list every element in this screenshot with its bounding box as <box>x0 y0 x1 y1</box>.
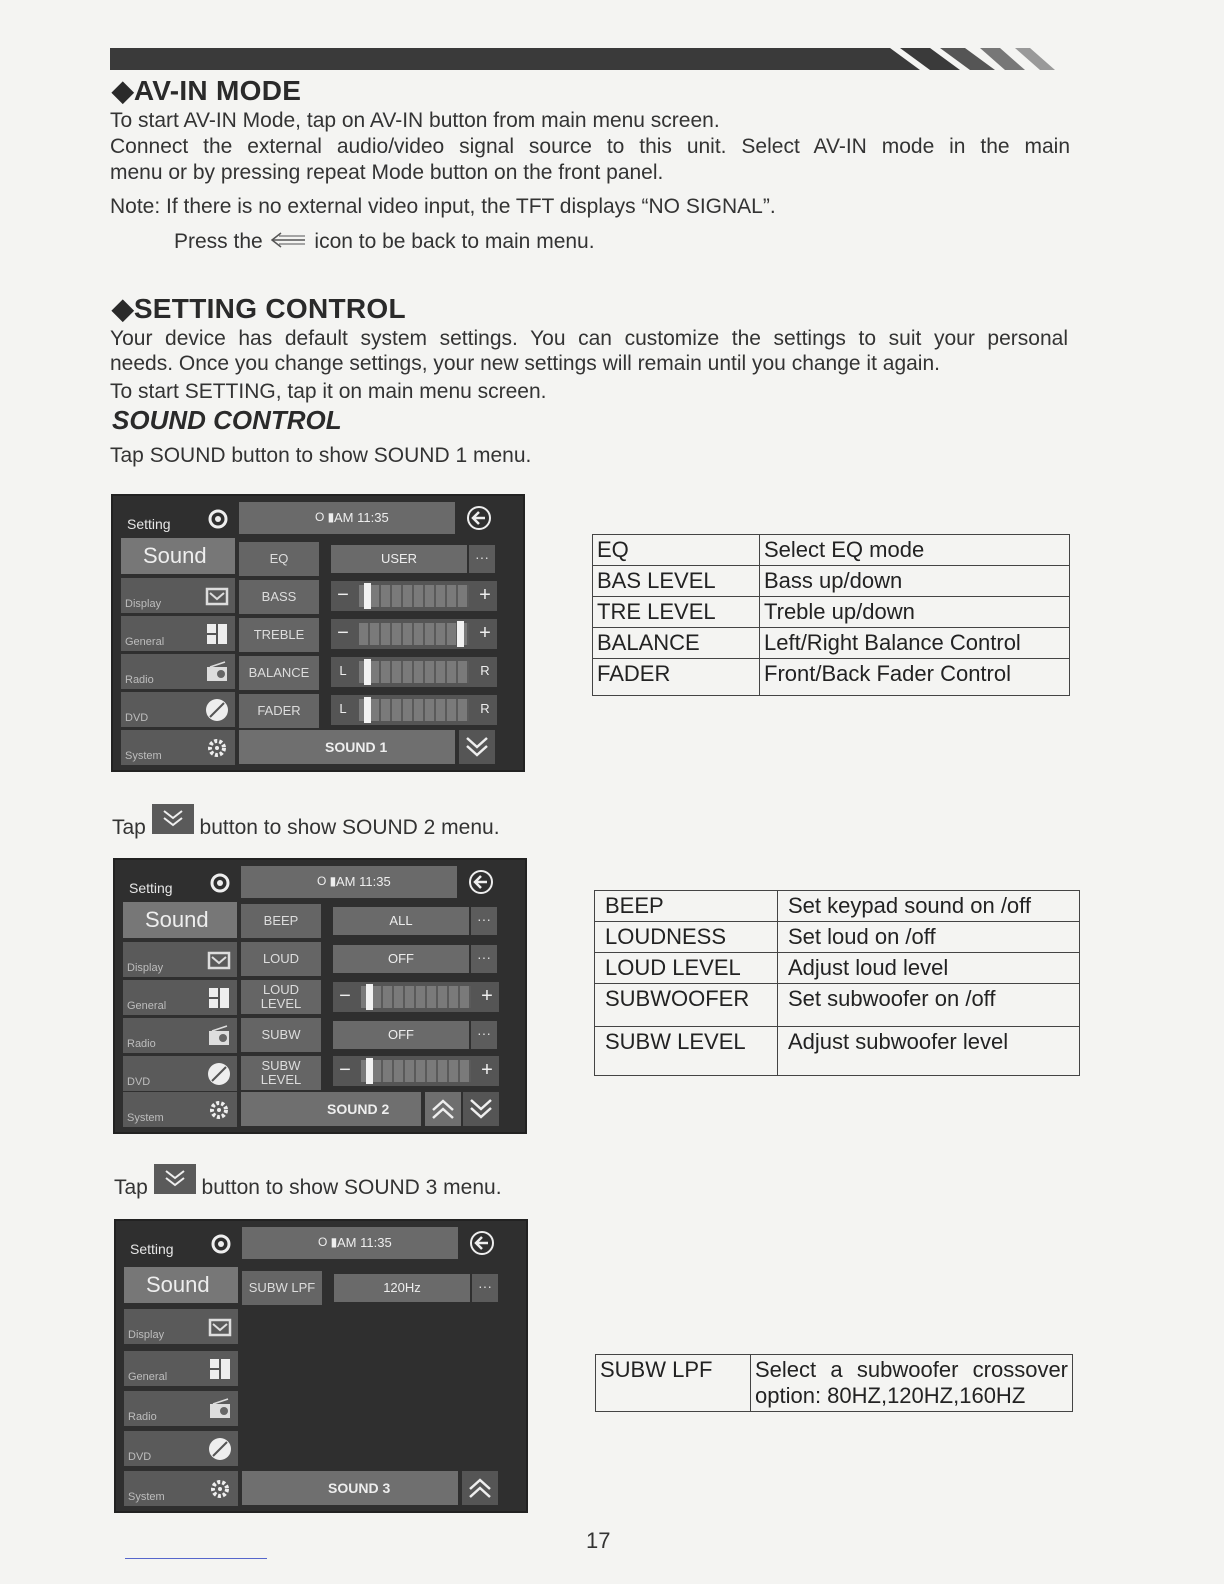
fader-label: FADER <box>239 694 319 728</box>
bass-plus-button[interactable]: + <box>479 584 491 606</box>
nav-general-label: General <box>127 1000 167 1012</box>
fader-left-button[interactable]: L <box>339 701 347 716</box>
nav-system-label: System <box>128 1491 165 1503</box>
radio-icon <box>207 1024 231 1048</box>
chevron-down-icon <box>154 1164 196 1194</box>
gear-icon <box>208 1231 234 1257</box>
loud-level-knob[interactable] <box>366 984 373 1010</box>
nav-radio[interactable] <box>123 1018 237 1053</box>
table-row <box>595 891 1080 922</box>
subw-level-label: SUBW LEVEL <box>241 1056 321 1090</box>
table-row <box>595 1027 1080 1076</box>
chevron-down-icon[interactable] <box>459 730 495 764</box>
page-number: 17 <box>586 1528 611 1553</box>
dvd-icon <box>207 1062 231 1086</box>
back-arrow-icon <box>269 230 309 250</box>
bass-knob[interactable] <box>364 583 371 609</box>
gear-icon <box>205 506 231 532</box>
table-cell: SUBWOOFER <box>595 984 778 1027</box>
status-time: AM 11:35 <box>336 874 391 889</box>
balance-label: BALANCE <box>239 656 319 690</box>
sound2-footer-label: SOUND 2 <box>327 1101 390 1117</box>
table-row <box>595 984 1080 1027</box>
nav-radio-label: Radio <box>127 1038 156 1050</box>
nav-radio[interactable] <box>121 654 235 689</box>
tap-word: Tap <box>114 1176 148 1199</box>
status-bar <box>242 1227 458 1259</box>
display-icon <box>207 948 231 972</box>
nav-system[interactable] <box>124 1471 238 1506</box>
nav-sound-label: Sound <box>146 1272 210 1297</box>
subw-level-plus-button[interactable]: + <box>481 1059 493 1081</box>
radio-icon <box>208 1397 232 1421</box>
subw-value[interactable]: OFF <box>333 1021 469 1049</box>
table-row <box>593 535 1070 566</box>
sound-control-intro: Tap SOUND button to show SOUND 1 menu. <box>110 444 532 467</box>
tap3-after: button to show SOUND 3 menu. <box>201 1176 502 1199</box>
table-cell: Set loud on /off <box>778 922 1080 953</box>
balance-right-button[interactable]: R <box>480 663 490 678</box>
av-in-note: Note: If there is no external video input, the TFT displays “NO SIGNAL”. <box>110 195 776 218</box>
loud-label: LOUD <box>241 942 321 976</box>
table-row <box>593 566 1070 597</box>
tap-line-sound3 <box>114 1164 502 1201</box>
beep-more-button[interactable]: ··· <box>471 907 497 935</box>
bass-slider[interactable] <box>331 581 497 611</box>
nav-dvd-label: DVD <box>125 712 149 724</box>
loud-more-button[interactable]: ··· <box>471 945 497 973</box>
nav-setting[interactable] <box>124 1225 238 1261</box>
nav-setting-label: Setting <box>127 516 171 532</box>
table-cell: TRE LEVEL <box>593 597 760 628</box>
nav-sound-label: Sound <box>143 543 207 568</box>
back-icon[interactable] <box>467 868 495 896</box>
fader-right-button[interactable]: R <box>480 701 490 716</box>
table-cell: BAS LEVEL <box>593 566 760 597</box>
treble-label: TREBLE <box>239 618 319 652</box>
treble-plus-button[interactable]: + <box>479 622 491 644</box>
nav-dvd[interactable] <box>123 1056 237 1091</box>
nav-sound-label: Sound <box>145 907 209 932</box>
subw-level-minus-button[interactable]: − <box>339 1059 351 1081</box>
table-cell: Front/Back Fader Control <box>760 659 1070 696</box>
bass-track[interactable] <box>359 585 469 607</box>
balance-knob[interactable] <box>364 659 371 685</box>
table-cell: Left/Right Balance Control <box>760 628 1070 659</box>
subw-level-slider[interactable] <box>333 1056 499 1086</box>
table-row <box>593 628 1070 659</box>
nav-general[interactable] <box>123 980 237 1015</box>
nav-system[interactable] <box>123 1092 237 1127</box>
sound3-table <box>595 1354 1073 1412</box>
setting-title: ◆SETTING CONTROL <box>112 293 406 324</box>
nav-display[interactable] <box>121 578 235 613</box>
general-icon <box>208 1357 232 1381</box>
sound2-screenshot <box>113 858 527 1134</box>
loud-level-plus-button[interactable]: + <box>481 985 493 1007</box>
balance-left-button[interactable]: L <box>339 663 347 678</box>
sound1-table <box>592 534 1070 696</box>
nav-dvd[interactable] <box>124 1431 238 1466</box>
header-stripes <box>820 48 1070 70</box>
press-before: Press the <box>174 230 263 253</box>
nav-dvd[interactable] <box>121 692 235 727</box>
nav-sound[interactable] <box>121 538 235 574</box>
treble-minus-button[interactable]: − <box>337 622 349 644</box>
av-in-title: ◆AV-IN MODE <box>112 75 302 106</box>
fader-knob[interactable] <box>364 697 371 723</box>
system-icon <box>208 1477 232 1501</box>
status-bar <box>239 502 455 534</box>
nav-radio-label: Radio <box>125 674 154 686</box>
nav-setting[interactable] <box>121 500 235 536</box>
radio-icon <box>205 660 229 684</box>
status-icons: O ▮ <box>315 510 335 524</box>
chevron-down-icon[interactable] <box>463 1092 499 1126</box>
table-row <box>593 659 1070 696</box>
nav-system[interactable] <box>121 730 235 765</box>
loud-value[interactable]: OFF <box>333 945 469 973</box>
system-icon <box>205 736 229 760</box>
back-icon[interactable] <box>465 504 493 532</box>
bass-minus-button[interactable]: − <box>337 584 349 606</box>
status-bar <box>241 866 457 898</box>
nav-general[interactable] <box>124 1351 238 1386</box>
nav-display[interactable] <box>124 1309 238 1344</box>
balance-slider[interactable] <box>331 657 497 687</box>
eq-more-button[interactable]: ··· <box>469 545 495 573</box>
av-in-line2b: menu or by pressing repeat Mode button on the front panel. <box>110 161 664 184</box>
general-icon <box>205 622 229 646</box>
sound2-table <box>594 890 1080 1076</box>
status-time: AM 11:35 <box>337 1235 392 1250</box>
nav-setting-label: Setting <box>129 880 173 896</box>
eq-label: EQ <box>239 542 319 576</box>
bass-label: BASS <box>239 580 319 614</box>
press-after: icon to be back to main menu. <box>314 230 595 253</box>
nav-display[interactable] <box>123 942 237 977</box>
table-cell: Set keypad sound on /off <box>778 891 1080 922</box>
subw-lpf-label: SUBW LPF <box>242 1271 322 1305</box>
table-cell: SUBW LEVEL <box>595 1027 778 1076</box>
tap2-after: button to show SOUND 2 menu. <box>199 816 500 839</box>
display-icon <box>208 1315 232 1339</box>
av-in-press-line <box>174 229 595 255</box>
sound3-footer-label: SOUND 3 <box>328 1480 391 1496</box>
setting-line1a: Your device has default system settings. You can customize the settings to suit your personal <box>110 327 1068 350</box>
treble-track[interactable] <box>359 623 469 645</box>
table-cell: Set subwoofer on /off <box>778 984 1080 1027</box>
table-cell: Bass up/down <box>760 566 1070 597</box>
nav-system-label: System <box>125 750 162 762</box>
loud-level-label: LOUD LEVEL <box>241 980 321 1014</box>
gear-icon <box>207 870 233 896</box>
subw-more-button[interactable]: ··· <box>471 1021 497 1049</box>
nav-general-label: General <box>128 1371 168 1383</box>
display-icon <box>205 584 229 608</box>
table-cell: LOUDNESS <box>595 922 778 953</box>
table-cell: BALANCE <box>593 628 760 659</box>
loud-level-minus-button[interactable]: − <box>339 985 351 1007</box>
status-time: AM 11:35 <box>334 510 389 525</box>
tap-line-sound2 <box>112 804 500 841</box>
table-row <box>596 1355 1073 1412</box>
chevron-up-icon[interactable] <box>462 1471 498 1505</box>
status-icons: O ▮ <box>318 1235 338 1249</box>
table-cell: BEEP <box>595 891 778 922</box>
nav-setting-label: Setting <box>130 1241 174 1257</box>
balance-track[interactable] <box>359 661 469 683</box>
nav-dvd-label: DVD <box>127 1076 151 1088</box>
dvd-icon <box>205 698 229 722</box>
subw-lpf-value[interactable]: 120Hz <box>334 1274 470 1302</box>
footer-line <box>125 1558 267 1559</box>
nav-sound[interactable] <box>124 1267 238 1303</box>
general-icon <box>207 986 231 1010</box>
eq-value[interactable]: USER <box>331 545 467 573</box>
loud-level-slider[interactable] <box>333 982 499 1012</box>
nav-sound[interactable] <box>123 902 237 938</box>
loud-level-track[interactable] <box>361 986 471 1008</box>
fader-track[interactable] <box>359 699 469 721</box>
treble-slider[interactable] <box>331 619 497 649</box>
beep-label: BEEP <box>241 904 321 938</box>
subw-level-track[interactable] <box>361 1060 471 1082</box>
system-icon <box>207 1098 231 1122</box>
nav-radio[interactable] <box>124 1391 238 1426</box>
subw-label: SUBW <box>241 1018 321 1052</box>
sound2-footer <box>241 1092 421 1126</box>
av-in-line2a: Connect the external audio/video signal source to this unit. Select AV-IN mode in the main <box>110 135 1070 158</box>
table-cell: SUBW LPF <box>596 1355 751 1412</box>
nav-general[interactable] <box>121 616 235 651</box>
beep-value[interactable]: ALL <box>333 907 469 935</box>
table-cell: Select a subwoofer crossover option: 80HZ,120HZ,160HZ <box>751 1355 1073 1412</box>
status-icons: O ▮ <box>317 874 337 888</box>
sound-control-title: SOUND CONTROL <box>112 405 342 435</box>
sound1-footer-label: SOUND 1 <box>325 739 388 755</box>
setting-line1b: needs. Once you change settings, your new settings will remain until you change it again. <box>110 352 940 375</box>
nav-display-label: Display <box>125 598 162 610</box>
table-cell: Adjust subwoofer level <box>778 1027 1080 1076</box>
fader-slider[interactable] <box>331 695 497 725</box>
dvd-icon <box>208 1437 232 1461</box>
treble-knob[interactable] <box>457 621 464 647</box>
table-cell: Adjust loud level <box>778 953 1080 984</box>
table-cell: EQ <box>593 535 760 566</box>
sound1-footer <box>239 730 455 764</box>
header-bar <box>110 48 830 70</box>
back-icon[interactable] <box>468 1229 496 1257</box>
table-cell: FADER <box>593 659 760 696</box>
av-in-line1: To start AV-IN Mode, tap on AV-IN button from main menu screen. <box>110 109 720 132</box>
nav-general-label: General <box>125 636 165 648</box>
subw-level-knob[interactable] <box>366 1058 373 1084</box>
sound1-screenshot <box>111 494 525 772</box>
nav-radio-label: Radio <box>128 1411 157 1423</box>
chevron-up-icon[interactable] <box>425 1092 461 1126</box>
table-cell: Treble up/down <box>760 597 1070 628</box>
subw-lpf-more-button[interactable]: ··· <box>472 1274 498 1302</box>
chevron-down-icon <box>152 804 194 834</box>
table-row <box>595 922 1080 953</box>
nav-display-label: Display <box>127 962 164 974</box>
nav-dvd-label: DVD <box>128 1451 152 1463</box>
tap-word: Tap <box>112 816 146 839</box>
nav-display-label: Display <box>128 1329 165 1341</box>
setting-line2: To start SETTING, tap it on main menu screen. <box>110 380 547 403</box>
table-row <box>595 953 1080 984</box>
table-cell: Select EQ mode <box>760 535 1070 566</box>
sound3-screenshot <box>114 1219 528 1513</box>
nav-system-label: System <box>127 1112 164 1124</box>
nav-setting[interactable] <box>123 864 237 900</box>
sound3-footer <box>242 1471 458 1505</box>
table-cell: LOUD LEVEL <box>595 953 778 984</box>
table-row <box>593 597 1070 628</box>
